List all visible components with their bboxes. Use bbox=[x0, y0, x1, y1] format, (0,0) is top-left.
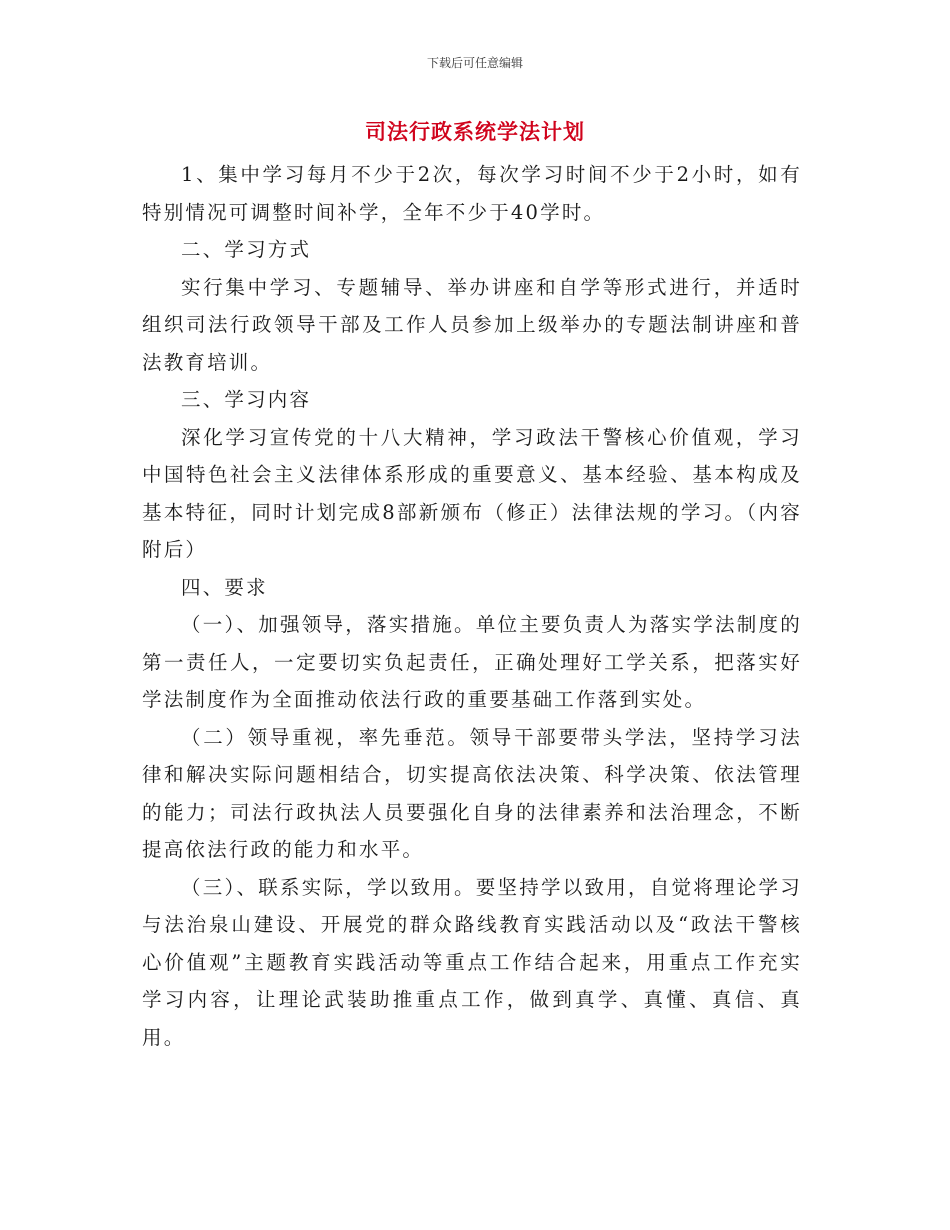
paragraph-study-content: 深化学习宣传党的十八大精神，学习政法干警核心价值观，学习中国特色社会主义法律体系形成的重要意义、基本经验、基本构成及基本特征，同时计划完成8部新颁布（修正）法律法规的学习。（内容附后） bbox=[142, 425, 802, 561]
section-heading-study-method: 二、学习方式 bbox=[181, 238, 312, 261]
section-heading-requirements: 四、要求 bbox=[181, 575, 268, 599]
paragraph-study-frequency: 1、集中学习每月不少于2次，每次学习时间不少于2小时，如有特别情况可调整时间补学，全年不少于40学时。 bbox=[142, 163, 802, 224]
paragraph-requirement-3: （三）、联系实际，学以致用。要坚持学以致用，自觉将理论学习与法治泉山建设、开展党的群众路线教育实践活动以及“政法干警核心价值观”主题教育实践活动等重点工作结合起来，用重点工作充实学习内容，让理论武装助推重点工作，做到真学、真懂、真信、真用。 bbox=[142, 875, 802, 1049]
document-title: 司法行政系统学法计划 bbox=[365, 119, 585, 144]
paragraph-study-method: 实行集中学习、专题辅导、举办讲座和自学等形式进行，并适时组织司法行政领导干部及工作人员参加上级举办的专题法制讲座和普法教育培训。 bbox=[142, 275, 802, 374]
document-body bbox=[142, 156, 802, 1056]
section-heading-study-content: 三、学习内容 bbox=[181, 388, 312, 411]
paragraph-requirement-2: （二）领导重视，率先垂范。领导干部要带头学法，坚持学习法律和解决实际问题相结合，切实提高依法决策、科学决策、依法管理的能力；司法行政执法人员要强化自身的法律素养和法治理念，不断提高依法行政的能力和水平。 bbox=[142, 725, 802, 861]
paragraph-requirement-1: （一）、加强领导，落实措施。单位主要负责人为落实学法制度的第一责任人，一定要切实负起责任，正确处理好工学关系，把落实好学法制度作为全面推动依法行政的重要基础工作落到实处。 bbox=[142, 613, 802, 711]
header-note: 下载后可任意编辑 bbox=[426, 56, 523, 70]
